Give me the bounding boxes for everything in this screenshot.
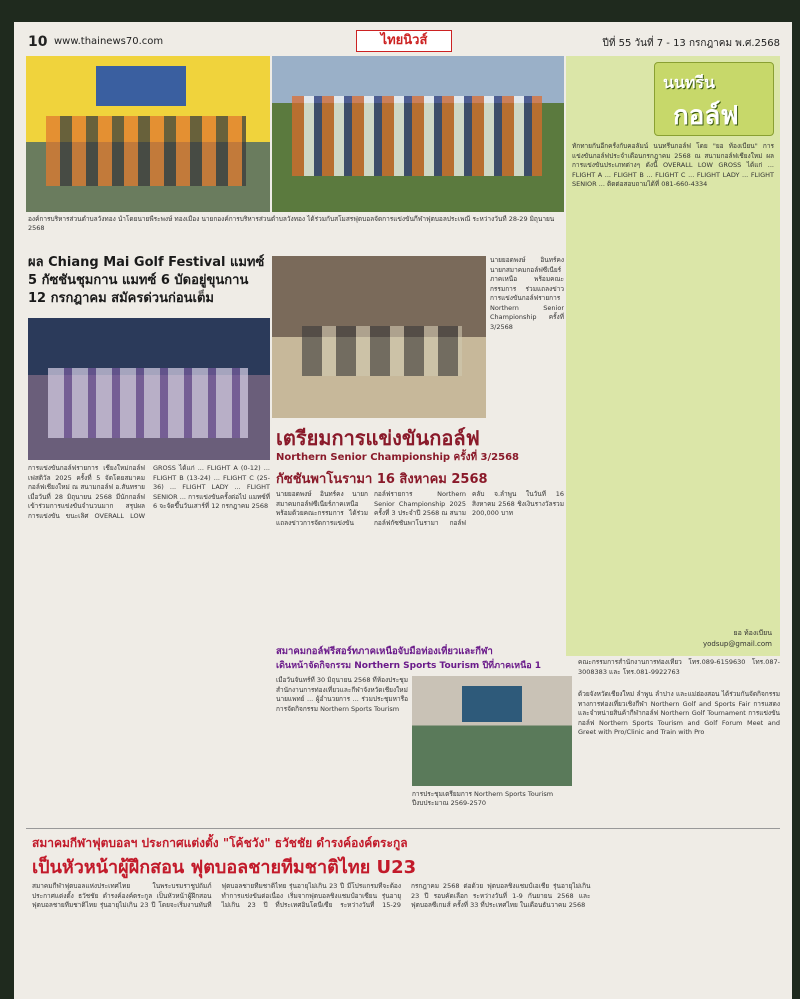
football-team-photo [272, 56, 564, 212]
column-email: yodsup@gmail.com [702, 640, 772, 648]
football-body: สมาคมกีฬาฟุตบอลแห่งประเทศไทย ในพระบรมราชูปถัมภ์ ประกาศแต่งตั้ง ธวัชชัย ดำรงค์องค์ตระกูล เป็นหัวหน้าผู้ฝึกสอนฟุตบอลชายทีมชาติไทย รุ่นอายุไม่เกิน 23 ปี โดยจะเริ่มงานทันที ฟุตบอลชายทีมชาติไทย รุ่นอายุไม่เกิน 23 ปี มีโปรแกรมที่จะต้องทำการแข่งขันต่อเนื่อง เริ่มจากฟุตบอลชิงแชมป์อาเซียน รุ่นอายุไม่เกิน 23 ปี ที่ประเทศอินโดนีเซีย ระหว่างวันที่ 15-29 กรกฎาคม 2568 ต่อด้วย ฟุตบอลชิงแชมป์เอเชีย รุ่นอายุไม่เกิน 23 ปี รอบคัดเลือก ระหว่างวันที่ 1-9 กันยายน 2568 และ ฟุตบอลซีเกมส์ ครั้งที่ 33 ที่ประเทศไทย ในเดือนธันวาคม 2568 [32, 882, 591, 909]
golf-championship-subhead-2: กัซชันพาโนรามา 16 สิงหาคม 2568 [276, 472, 488, 487]
page-header [28, 30, 780, 56]
golf-festival-headline: ผล Chiang Mai Golf Festival แมทซ์ 5 กัซชันชุมกาน แมทซ์ 6 บัดอยู่ขุนกาน 12 กรกฎาคม สมัครด่วนก่อนเต็ม [28, 255, 265, 306]
column-badge-line2: กอล์ฟ [673, 101, 739, 131]
sports-tourism-headline-2: เดินหน้าจัดกิจกรรม Northern Sports Tourism ปีที่ภาคเหนือ 1 [276, 661, 542, 671]
sports-tourism-headline-1: สมาคมกอล์ฟรีสอร์ทภาคเหนือจับมือท่องเที่ยวและกีฬา [276, 646, 493, 657]
newspaper-logo: ไทยนิวส์ [356, 30, 452, 52]
press-conference-photo [272, 256, 486, 418]
column-signature: ยอ ท้องเบียน [733, 629, 772, 637]
press-side-text: นายยอดพงษ์ อินทร์คง นายกสมาคมกอล์ฟซีเนียร์ภาคเหนือ พร้อมคณะกรรมการ ร่วมแถลงข่าวการแข่งขันกอล์ฟรายการ Northern Senior Championship ครั้งที่ 3/2568 [490, 256, 564, 331]
football-headline-2: เป็นหัวหน้าผู้ฝึกสอน ฟุตบอลชายทีมชาติไทย U23 [32, 857, 417, 878]
divider [26, 828, 780, 829]
website-url: www.thainews70.com [54, 36, 164, 47]
sports-photo-caption: การประชุมเตรียมการ Northern Sports Tourism ปีงบประมาณ 2569-2570 [412, 790, 554, 807]
contact-text: คณะกรรมการสำนักงานการท่องเที่ยว โทร.089-6159630 โทร.087-3008383 และ โทร.081-9922763 [578, 658, 780, 676]
golf-championship-headline: เตรียมการแข่งขันกอล์ฟ [276, 426, 480, 450]
football-headline-1: สมาคมกีฬาฟุตบอลฯ ประกาศแต่งตั้ง "โค้ชวัง" ธวัชชัย ดำรงค์องค์ตระกูล [32, 836, 408, 850]
top-photo-caption: องค์การบริหารส่วนตำบลวังทอง นำโดยนายพีระพงษ์ ทองเมือง นายกองค์การบริหารส่วนตำบลวังทอง ได้ร่วมกับสโมสรฟุตบอลจัดการแข่งขันกีฬาฟุตบอลประเพณี ระหว่างวันที่ 28-29 มิถุนายน 2568 [28, 215, 555, 232]
sports-tourism-body: เมื่อวันจันทร์ที่ 30 มิถุนายน 2568 ที่ห้องประชุมสำนักงานการท่องเที่ยวและกีฬาจังหวัดเชียงใหม่ นายแพทย์ ... ผู้อำนวยการ ... ร่วมประชุมหารือการจัดกิจกรรม Northern Sports Tourism [276, 676, 408, 713]
column-badge [654, 62, 774, 136]
golf-column-text: ทักทายกันอีกครั้งกับคอลัมน์ นนทรีนกอล์ฟ โดย "ยอ ท้องเบียน" การแข่งขันกอล์ฟประจำเดือนกรกฎาคม 2568 ณ สนามกอล์ฟเชียงใหม่ ผลการแข่งขันประเภทต่างๆ ดังนี้ OVERALL LOW GROSS ได้แก่ ... FLIGHT A ... FLIGHT B ... FLIGHT C ... FLIGHT LADY ... FLIGHT SENIOR ... ติดต่อสอบถามได้ที่ 081-660-4334 [572, 142, 774, 188]
newspaper-page [14, 22, 792, 999]
golf-championship-subhead-1: Northern Senior Championship ครั้งที่ 3/2568 [276, 452, 519, 463]
golf-column [566, 56, 780, 656]
page-number: 10 [28, 34, 48, 50]
golf-festival-body: การแข่งขันกอล์ฟรายการ เชียงใหม่กอล์ฟเฟสติวัล 2025 ครั้งที่ 5 จัดโดยสมาคมกอล์ฟเชียงใหม่ ณ สนามกอล์ฟ อ.สันทราย เมื่อวันที่ 28 มิถุนายน 2568 มีนักกอล์ฟเข้าร่วมการแข่งขันจำนวนมาก สรุปผลการแข่งขัน ขนะเลิศ OVERALL LOW GROSS ได้แก่ ... FLIGHT A (0-12) ... FLIGHT B (13-24) ... FLIGHT C (25-36) ... FLIGHT LADY ... FLIGHT SENIOR ... การแข่งขันครั้งต่อไป แมทซ์ที่ 6 จะจัดขึ้นวันเสาร์ที่ 12 กรกฎาคม 2568 [28, 464, 270, 520]
sports-meeting-photo [412, 676, 572, 786]
sports-right-text: ด้วยจังหวัดเชียงใหม่ ลำพูน ลำปาง และแม่ฮ่องสอน ได้ร่วมกันจัดกิจกรรมทางการท่องเที่ยวเชิงกีฬา Northern Golf and Sports Fair การแสดงและจำหน่ายสินค้ากีฬากอล์ฟ Northern Golf Tournament การแข่งขันกอล์ฟ Northern Sports Tourism and Golf Forum Meet and Greet with Pro/Clinic and Train with Pro [578, 690, 780, 736]
ceremony-photo [26, 56, 270, 212]
golf-festival-photo [28, 318, 270, 460]
issue-date: ปีที่ 55 วันที่ 7 - 13 กรกฎาคม พ.ศ.2568 [602, 38, 780, 49]
column-badge-line1: นนทรีน [663, 73, 715, 92]
golf-championship-body: นายยอดพงษ์ อินทร์คง นายกสมาคมกอล์ฟซีเนียร์ภาคเหนือ พร้อมด้วยคณะกรรมการ ได้ร่วมแถลงข่าวการจัดการแข่งขันกอล์ฟรายการ Northern Senior Championship 2025 ครั้งที่ 3 ประจำปี 2568 ณ สนามกอล์ฟกัซชันพาโนรามา กอล์ฟคลับ จ.ลำพูน ในวันที่ 16 สิงหาคม 2568 ชิงเงินรางวัลรวม 200,000 บาท [276, 490, 564, 527]
